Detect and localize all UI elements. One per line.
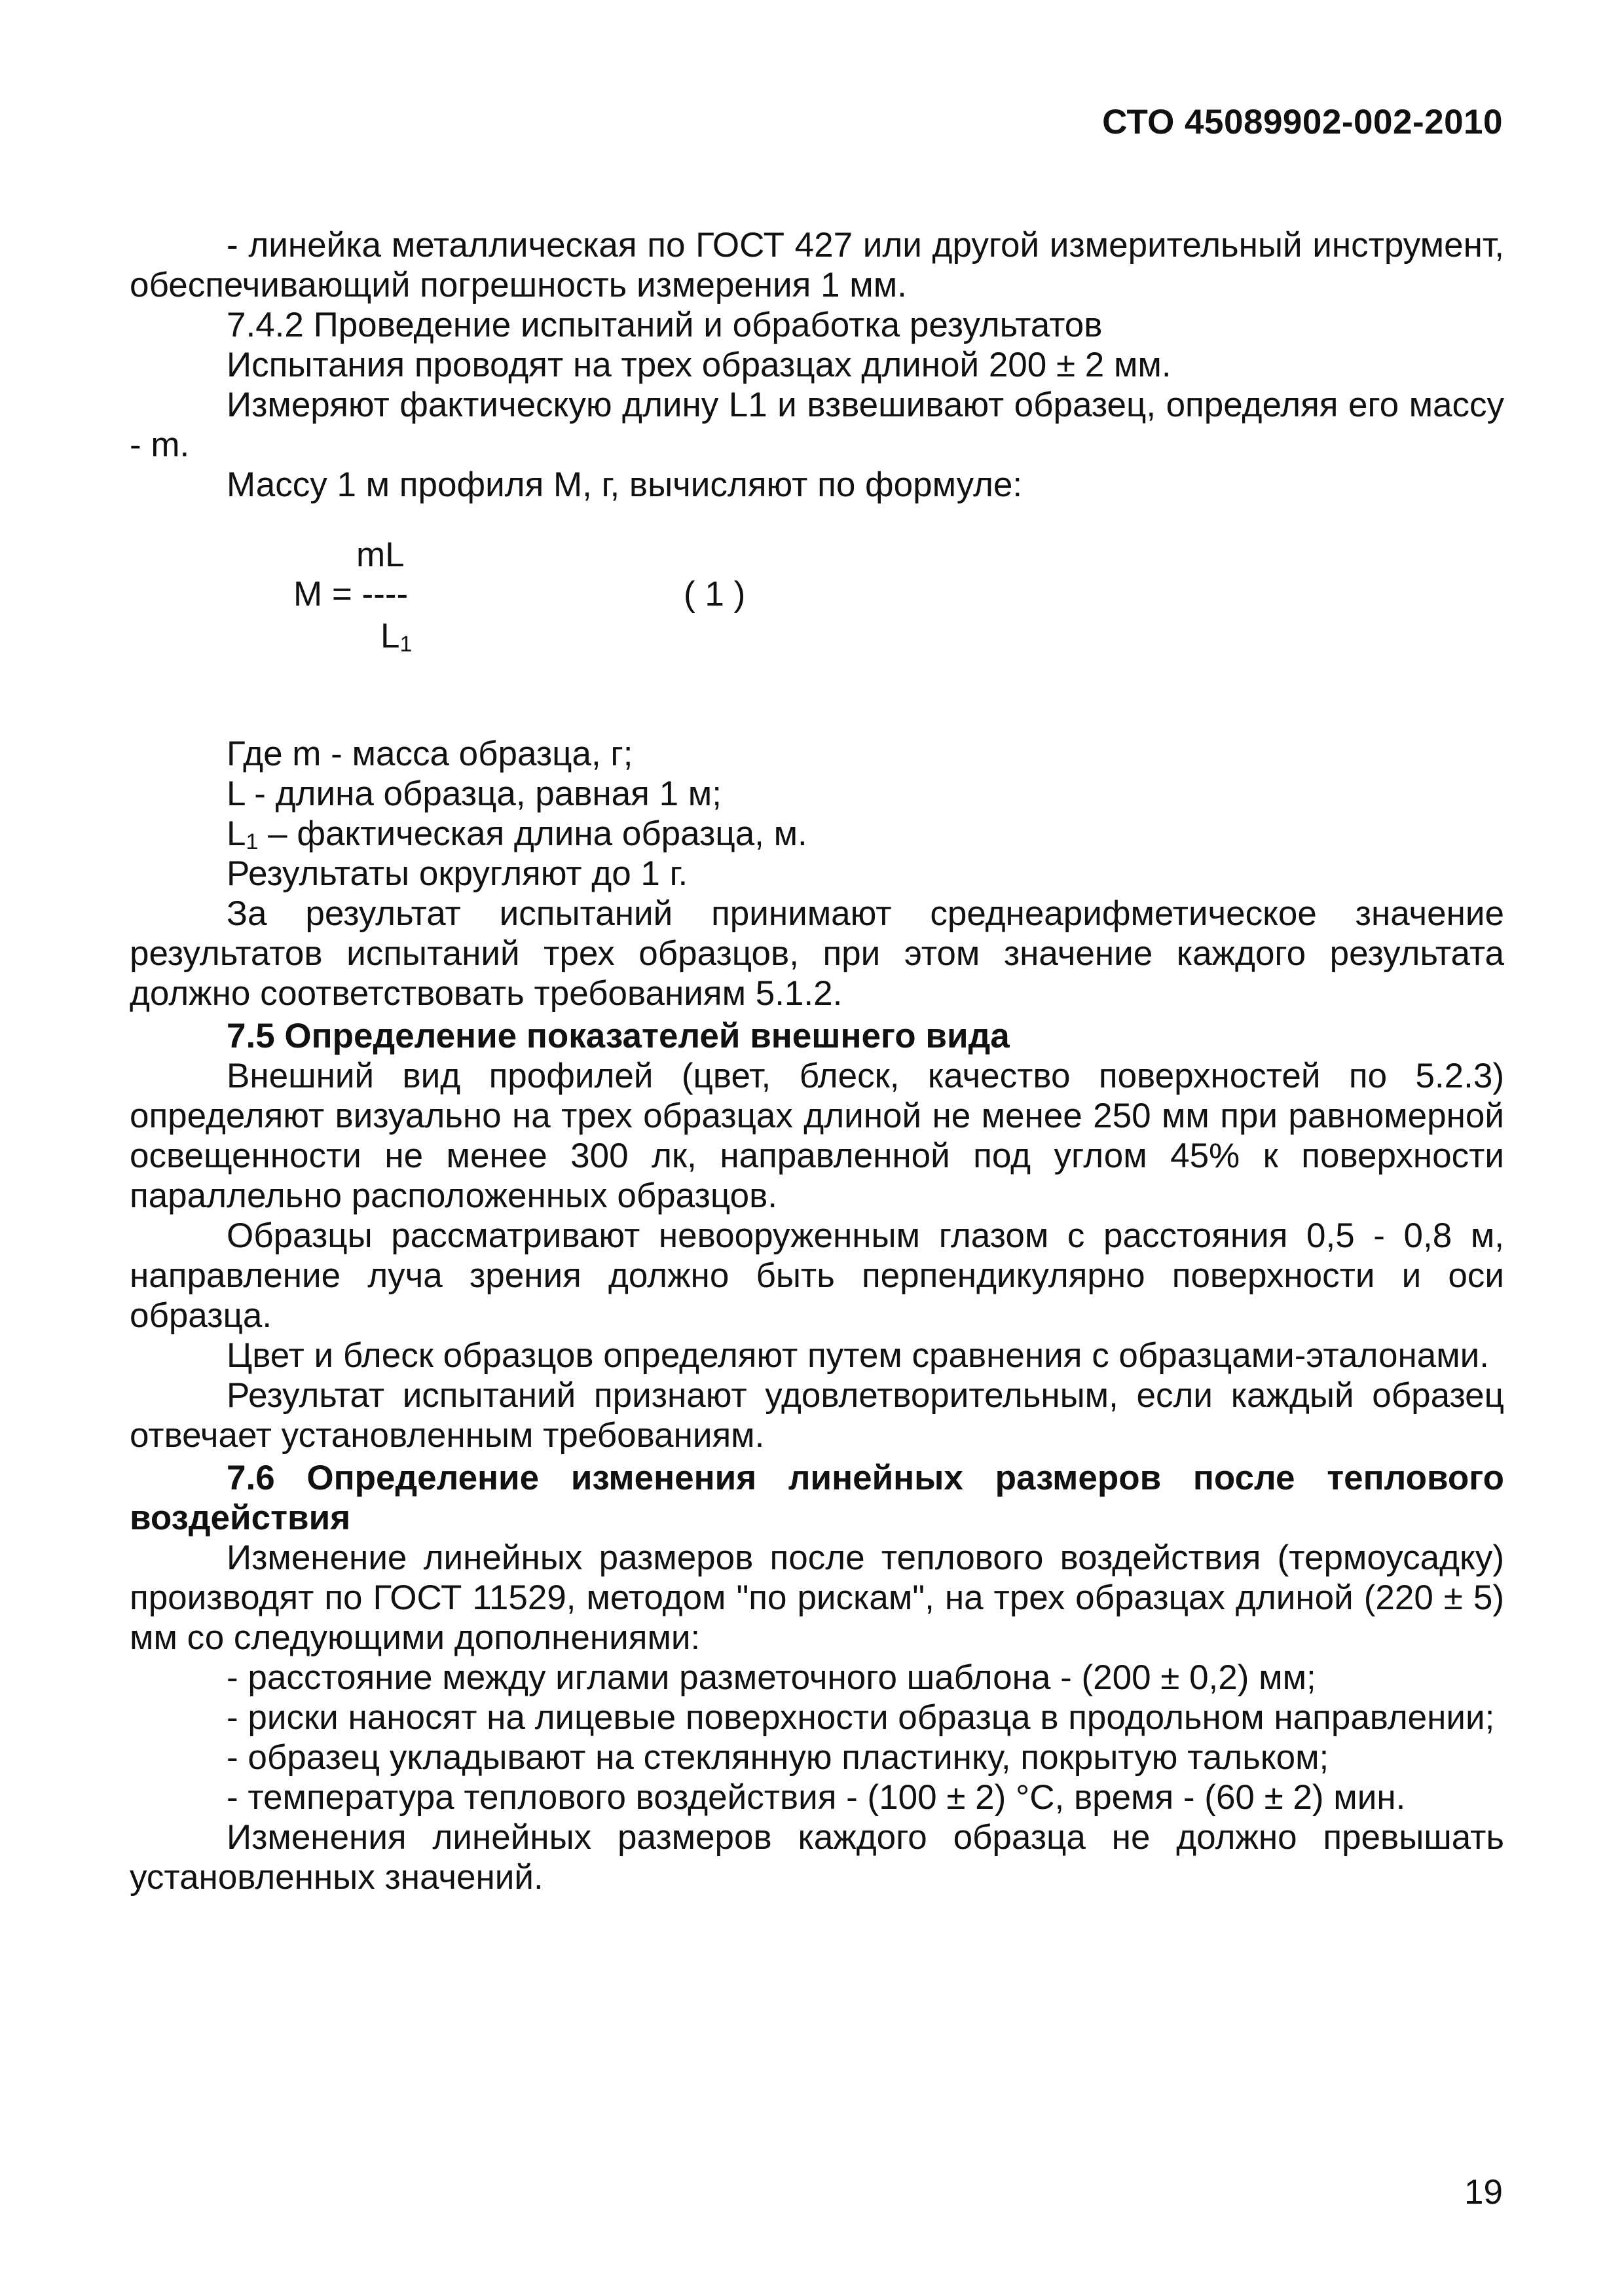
paragraph-rounding: Результаты округляют до 1 г. (227, 854, 688, 893)
formula-number: ( 1 ) (684, 575, 746, 613)
page-number: 19 (1464, 2173, 1503, 2212)
paragraph-inspection: Образцы рассматривают невооруженным глазом с расстояния 0,5 - 0,8 м, направление луча зрения должно быть перпендикулярно поверхности и оси образца. (130, 1216, 1504, 1335)
where-l1: $L_1$ – фактическая длина образца, м. (227, 814, 807, 854)
paragraph-result-satisfactory: Результат испытаний признают удовлетворительным, если каждый образец отвечает установленным требованиям. (130, 1376, 1504, 1455)
list-item-needle-distance: - расстояние между иглами разметочного шаблона - (200 ± 0,2) мм; (227, 1658, 1316, 1697)
formula-lhs: M = ---- (293, 575, 409, 613)
paragraph-ruler: - линейка металлическая по ГОСТ 427 или другой измерительный инструмент, обеспечивающий погрешность измерения 1 мм. (130, 226, 1504, 304)
paragraph-shrinkage: Изменение линейных размеров после теплового воздействия (термоусадку) производят по ГОСТ 11529, методом "по рискам", на трех образцах длиной (220 ± 5) мм со следующими дополнениями: (130, 1539, 1504, 1657)
paragraph-color-gloss: Цвет и блеск образцов определяют путем сравнения с образцами-эталонами. (227, 1336, 1489, 1375)
document-code: СТО 45089902-002-2010 (1102, 103, 1503, 141)
where-m: Где m - масса образца, г; (227, 735, 633, 773)
section-heading-7-5: 7.5 Определение показателей внешнего вида (227, 1017, 1010, 1055)
paragraph-measure-length: Измеряют фактическую длину L1 и взвешивают образец, определяя его массу - m. (130, 386, 1504, 464)
paragraph-size-change-limit: Изменения линейных размеров каждого образца не должно превышать установленных значений. (130, 1818, 1504, 1897)
subsection-heading-7-4-2: 7.4.2 Проведение испытаний и обработка результатов (227, 306, 1103, 344)
list-item-marks: - риски наносят на лицевые поверхности образца в продольном направлении; (227, 1698, 1495, 1737)
section-heading-7-6: 7.6 Определение изменения линейных размеров после теплового воздействия (130, 1459, 1504, 1537)
list-item-temperature: - температура теплового воздействия - (100 ± 2) °С, время - (60 ± 2) мин. (227, 1778, 1406, 1817)
formula-1 (130, 535, 1504, 699)
paragraph-result-average: За результат испытаний принимают среднеарифметическое значение результатов испытаний трех образцов, при этом значение каждого результата должно соответствовать требованиям 5.1.2. (130, 894, 1504, 1013)
formula-denominator: $L_1$ (380, 617, 413, 657)
paragraph-tests-conducted: Испытания проводят на трех образцах длиной 200 ± 2 мм. (227, 346, 1172, 384)
paragraph-mass-formula-intro: Массу 1 м профиля М, г, вычисляют по формуле: (227, 465, 1023, 504)
paragraph-appearance: Внешний вид профилей (цвет, блеск, качество поверхностей по 5.2.3) определяют визуально на трех образцах длиной не менее 250 мм при равномерной освещенности не менее 300 лк, направленной под углом 45% к поверхности параллельно расположенных образцов. (130, 1057, 1504, 1215)
formula-numerator: mL (356, 536, 405, 574)
list-item-glass-plate: - образец укладывают на стеклянную пластинку, покрытую тальком; (227, 1738, 1329, 1777)
where-l: L - длина образца, равная 1 м; (227, 774, 722, 813)
page-body (130, 225, 1504, 1897)
